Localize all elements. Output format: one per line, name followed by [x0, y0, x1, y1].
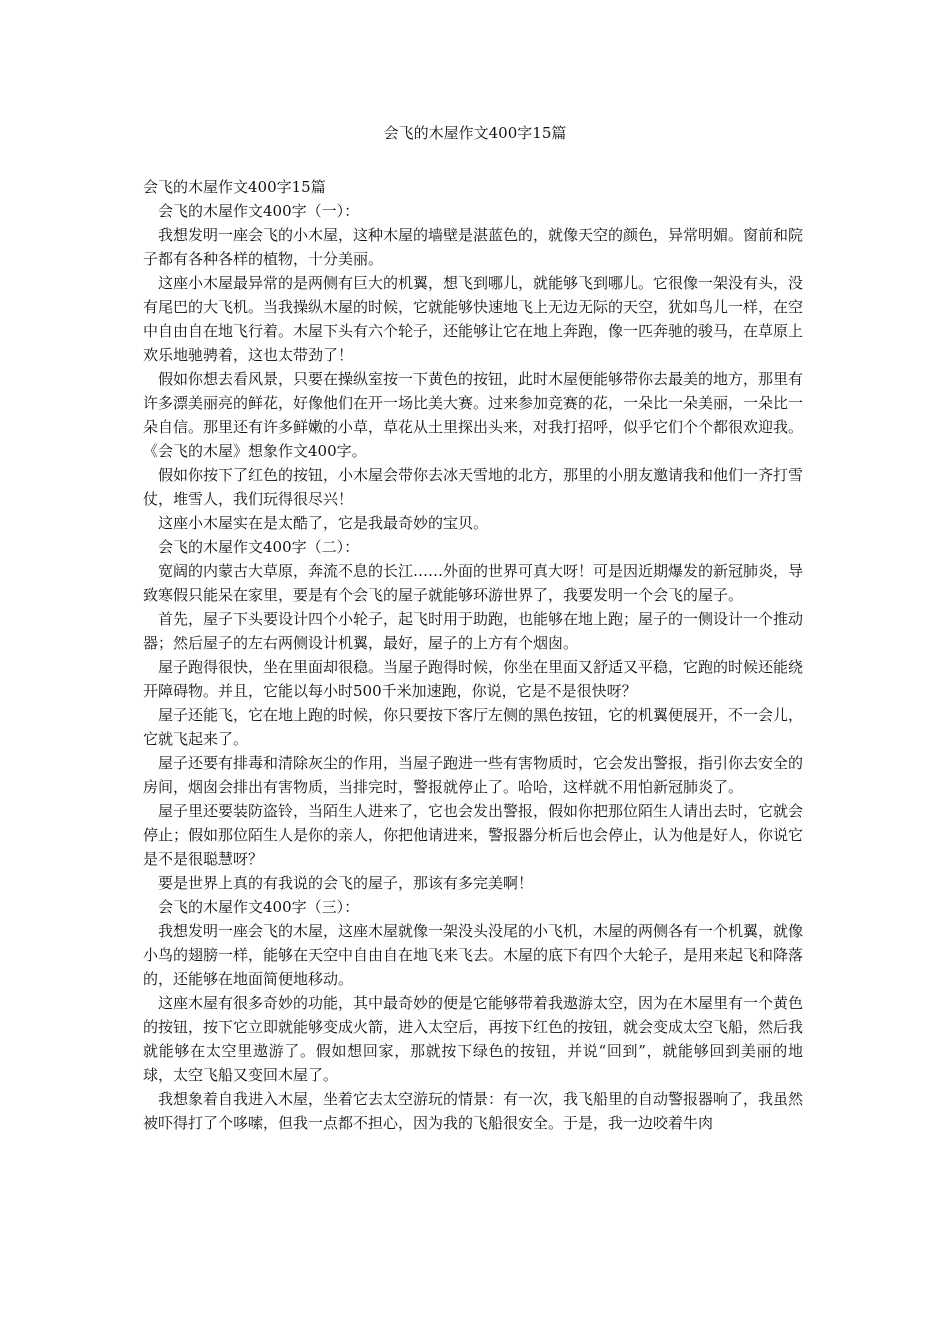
document-title: 会飞的木屋作文400字15篇 — [383, 124, 567, 142]
paragraph: 我想象着自我进入木屋，坐着它去太空游玩的情景：有一次，我飞船里的自动警报器响了，我虽然被吓得打了个哆嗦，但我一点都不担心，因为我的飞船很安全。于是，我一边咬着牛肉 — [143, 1090, 804, 1132]
paragraph: 屋子里还要装防盗铃，当陌生人进来了，它也会发出警报，假如你把那位陌生人请出去时，它就会停止；假如那位陌生人是你的亲人，你把他请进来，警报器分析后也会停止，认为他是好人，你说它是不是很聪慧呀？ — [143, 802, 804, 868]
paragraph: 我想发明一座会飞的小木屋，这种木屋的墙壁是湛蓝色的，就像天空的颜色，异常明媚。窗前和院子都有各种各样的植物，十分美丽。 — [143, 226, 804, 268]
paragraph: 屋子跑得很快，坐在里面却很稳。当屋子跑得时候，你坐在里面又舒适又平稳，它跑的时候还能绕开障碍物。并且，它能以每小时500千米加速跑，你说，它是不是很快呀？ — [143, 658, 804, 700]
section-heading-2: 会飞的木屋作文400字（二）： — [158, 538, 360, 556]
paragraph-heading: 会飞的木屋作文400字15篇 — [143, 178, 326, 196]
paragraph: 屋子还能飞，它在地上跑的时候，你只要按下客厅左侧的黑色按钮，它的机翼便展开，不一会儿，它就飞起来了。 — [143, 706, 804, 748]
paragraph: 这座木屋有很多奇妙的功能，其中最奇妙的便是它能够带着我遨游太空，因为在木屋里有一个黄色的按钮，按下它立即就能够变成火箭，进入太空后，再按下红色的按钮，就会变成太空飞船，然后我就能够在太空里遨游了。假如想回家，那就按下绿色的按钮，并说“回到”，就能够回到美丽的地球，太空飞船又变回木屋了。 — [143, 994, 804, 1084]
paragraph: 假如你想去看风景，只要在操纵室按一下黄色的按钮，此时木屋便能够带你去最美的地方，那里有许多漂美丽亮的鲜花，好像他们在开一场比美大赛。过来参加竞赛的花，一朵比一朵美丽，一朵比一朵自信。那里还有许多鲜嫩的小草，草花从土里探出头来，对我打招呼，似乎它们个个都很欢迎我。《会飞的木屋》想象作文400字。 — [143, 370, 804, 460]
paragraph: 要是世界上真的有我说的会飞的屋子，那该有多完美啊！ — [158, 874, 534, 892]
paragraph: 假如你按下了红色的按钮，小木屋会带你去冰天雪地的北方，那里的小朋友邀请我和他们一齐打雪仗，堆雪人，我们玩得很尽兴！ — [143, 466, 804, 508]
paragraph: 屋子还要有排毒和清除灰尘的作用，当屋子跑进一些有害物质时，它会发出警报，指引你去安全的房间，烟囱会排出有害物质，当排完时，警报就停止了。哈哈，这样就不用怕新冠肺炎了。 — [143, 754, 804, 796]
paragraph: 这座小木屋实在是太酷了，它是我最奇妙的宝贝。 — [158, 514, 489, 532]
paragraph: 这座小木屋最异常的是两侧有巨大的机翼，想飞到哪儿，就能够飞到哪儿。它很像一架没有头，没有尾巴的大飞机。当我操纵木屋的时候，它就能够快速地飞上无边无际的天空，犹如鸟儿一样，在空中自由自在地飞行着。木屋下头有六个轮子，还能够让它在地上奔跑，像一匹奔驰的骏马，在草原上欢乐地驰骋着，这也太带劲了！ — [143, 274, 804, 364]
paragraph: 首先，屋子下头要设计四个小轮子，起飞时用于助跑，也能够在地上跑；屋子的一侧设计一个推动器；然后屋子的左右两侧设计机翼，最好，屋子的上方有个烟囱。 — [143, 610, 804, 652]
section-heading-1: 会飞的木屋作文400字（一）： — [158, 202, 360, 220]
paragraph: 宽阔的内蒙古大草原，奔流不息的长江……外面的世界可真大呀！可是因近期爆发的新冠肺炎，导致寒假只能呆在家里，要是有个会飞的屋子就能够环游世界了，我要发明一个会飞的屋子。 — [143, 562, 804, 604]
section-heading-3: 会飞的木屋作文400字（三）： — [158, 898, 360, 916]
document-body — [143, 175, 803, 1135]
paragraph: 我想发明一座会飞的木屋，这座木屋就像一架没头没尾的小飞机，木屋的两侧各有一个机翼，就像小鸟的翅膀一样，能够在天空中自由自在地飞来飞去。木屋的底下有四个大轮子，是用来起飞和降落的，还能够在地面简便地移动。 — [143, 922, 804, 988]
